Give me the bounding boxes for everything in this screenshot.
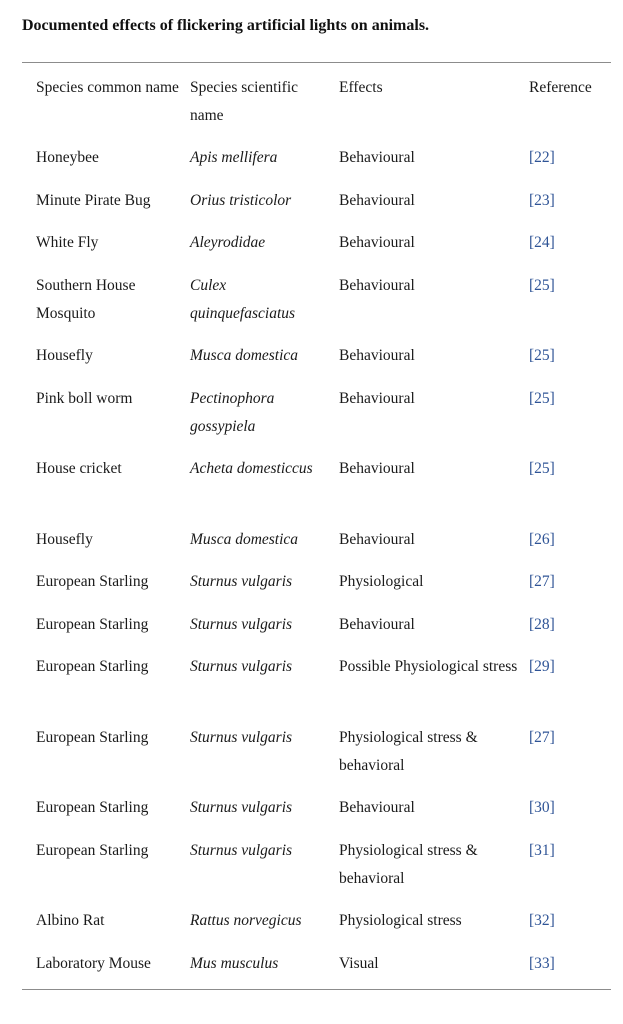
scientific-name-cell: Apis mellifera (190, 149, 278, 166)
effects-cell: Visual (339, 954, 379, 972)
header-common-name: Species common name (36, 79, 179, 96)
table-row (0, 950, 623, 993)
effects-cell: Physiological stress (339, 912, 462, 929)
table-row (0, 187, 623, 230)
scientific-name-cell: Mus musculus (190, 954, 279, 972)
scientific-name-cell: Sturnus vulgaris (190, 728, 293, 746)
common-name-cell: European Starling (36, 573, 149, 590)
reference-link[interactable]: [30] (529, 799, 555, 816)
effects-cell: Behavioural (339, 460, 415, 477)
common-name-cell: Southern House Mosquito (36, 276, 136, 322)
table-row (0, 794, 623, 837)
table-row (0, 611, 623, 654)
effects-cell: Physiological stress & behavioral (339, 841, 478, 887)
common-name-cell: Housefly (36, 530, 93, 548)
table-top-rule (22, 62, 611, 63)
table-row (0, 385, 623, 456)
header-scientific-name: Species scientific name (190, 79, 299, 124)
table-header-row (0, 74, 623, 144)
common-name-cell: European Starling (36, 658, 149, 675)
common-name-cell: Minute Pirate Bug (36, 191, 151, 209)
table-row (0, 526, 623, 569)
table-row (0, 144, 623, 187)
effects-cell: Behavioural (339, 389, 415, 407)
table-row (0, 907, 623, 950)
common-name-cell: European Starling (36, 615, 149, 633)
scientific-name-cell: Acheta domesticcus (190, 460, 313, 477)
table-row (0, 653, 623, 724)
reference-link[interactable]: [29] (529, 658, 555, 675)
scientific-name-cell: Sturnus vulgaris (190, 799, 293, 816)
scientific-name-cell: Aleyrodidae (190, 234, 266, 251)
common-name-cell: Albino Rat (36, 912, 105, 929)
scientific-name-cell: Musca domestica (190, 530, 299, 548)
reference-link[interactable]: [24] (529, 234, 555, 251)
header-reference: Reference (529, 79, 592, 96)
reference-link[interactable]: [26] (529, 530, 555, 548)
effects-cell: Behavioural (339, 347, 415, 364)
common-name-cell: Honeybee (36, 149, 99, 166)
reference-link[interactable]: [25] (529, 347, 555, 364)
table-row (0, 837, 623, 908)
effects-cell: Behavioural (339, 191, 415, 209)
effects-cell: Physiological (339, 573, 424, 590)
reference-link[interactable]: [23] (529, 191, 555, 209)
effects-cell: Possible Physiological stress (339, 658, 518, 675)
effects-cell: Physiological stress & behavioral (339, 728, 478, 774)
scientific-name-cell: Musca domestica (190, 347, 299, 364)
scientific-name-cell: Sturnus vulgaris (190, 841, 293, 859)
effects-cell: Behavioural (339, 530, 415, 548)
common-name-cell: White Fly (36, 234, 99, 251)
table-row (0, 272, 623, 343)
common-name-cell: House cricket (36, 460, 122, 477)
common-name-cell: European Starling (36, 728, 149, 746)
reference-link[interactable]: [31] (529, 841, 555, 859)
scientific-name-cell: Culex quinquefasciatus (190, 276, 296, 322)
common-name-cell: European Starling (36, 799, 149, 816)
table-row (0, 342, 623, 385)
scientific-name-cell: Sturnus vulgaris (190, 658, 293, 675)
scientific-name-cell: Pectinophora gossypiela (190, 389, 275, 435)
table-row (0, 568, 623, 611)
common-name-cell: Laboratory Mouse (36, 954, 151, 972)
effects-cell: Behavioural (339, 615, 415, 633)
common-name-cell: Housefly (36, 347, 93, 364)
reference-link[interactable]: [27] (529, 728, 555, 746)
effects-cell: Behavioural (339, 799, 415, 816)
reference-link[interactable]: [32] (529, 912, 555, 929)
effects-table (0, 74, 623, 992)
scientific-name-cell: Sturnus vulgaris (190, 573, 293, 590)
common-name-cell: European Starling (36, 841, 149, 859)
reference-link[interactable]: [27] (529, 573, 555, 590)
effects-cell: Behavioural (339, 149, 415, 166)
effects-cell: Behavioural (339, 234, 415, 251)
header-effects: Effects (339, 79, 383, 96)
reference-link[interactable]: [22] (529, 149, 555, 166)
effects-cell: Behavioural (339, 276, 415, 294)
reference-link[interactable]: [33] (529, 954, 555, 972)
reference-link[interactable]: [25] (529, 276, 555, 294)
reference-link[interactable]: [28] (529, 615, 555, 633)
scientific-name-cell: Sturnus vulgaris (190, 615, 293, 633)
table-row (0, 455, 623, 526)
scientific-name-cell: Rattus norvegicus (190, 912, 302, 929)
table-caption: Documented effects of flickering artificial lights on animals. (22, 17, 430, 34)
reference-link[interactable]: [25] (529, 460, 555, 477)
table-bottom-rule (22, 989, 611, 990)
scientific-name-cell: Orius tristicolor (190, 191, 292, 209)
common-name-cell: Pink boll worm (36, 389, 133, 407)
reference-link[interactable]: [25] (529, 389, 555, 407)
table-row (0, 724, 623, 795)
table-row (0, 229, 623, 272)
